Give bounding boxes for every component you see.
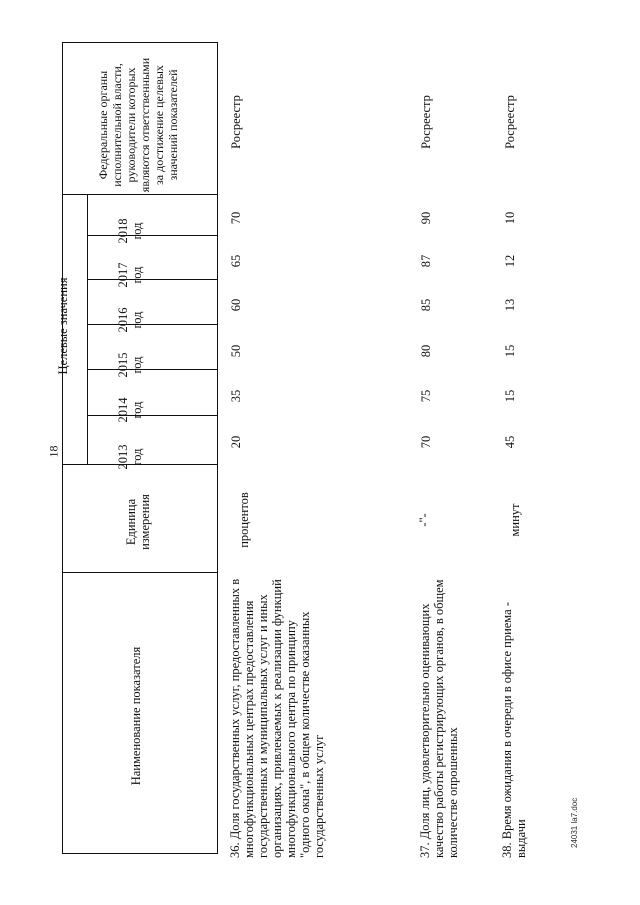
row-38-2014: [503, 381, 523, 411]
header-unit-text: Единица измерения: [123, 494, 152, 550]
table-top-border: [62, 42, 218, 43]
cell-text: 13: [503, 298, 517, 312]
year-label: 2013 год: [115, 444, 144, 470]
header-indicator-text: Наименование показателя: [128, 646, 143, 786]
cell-text: 80: [419, 344, 433, 358]
row-38-2013: [503, 427, 523, 457]
header-divider: [217, 42, 218, 854]
row-36-name: [228, 578, 326, 858]
header-year-2016: [105, 300, 155, 340]
cell-text: Росреестр: [419, 95, 433, 149]
footer-code: 24031 la7.doc: [570, 797, 579, 848]
header-year-2013: [105, 437, 155, 477]
cell-text: 50: [229, 344, 243, 358]
cell-text: 90: [419, 211, 433, 225]
cell-text: 87: [419, 254, 433, 268]
row-36-unit: [237, 475, 257, 565]
sep-indicator-unit: [62, 572, 218, 573]
header-year-2017: [105, 255, 155, 295]
header-unit: [108, 472, 168, 572]
row-36-2016: [229, 290, 249, 320]
row-38-2017: [503, 246, 523, 276]
row-37-name: [418, 578, 460, 858]
row-38-2016: [503, 290, 523, 320]
row-37-responsible: [419, 87, 439, 157]
row-37-unit: [417, 495, 437, 545]
cell-text: 70: [229, 211, 243, 225]
cell-text: 85: [419, 298, 433, 312]
row-36-2013: [229, 427, 249, 457]
row-36-responsible: [229, 87, 249, 157]
cell-text: 15: [503, 344, 517, 358]
row-36-2018: [229, 203, 249, 233]
cell-text: 35: [229, 389, 243, 403]
cell-text: 65: [229, 254, 243, 268]
year-label: 2014 год: [115, 397, 144, 423]
cell-text: 60: [229, 298, 243, 312]
cell-text: 70: [419, 435, 433, 449]
header-responsible-text: Федеральные органы исполнительной власти, руководители которых являются ответственными за достижение целевых значений показателей: [96, 57, 180, 193]
row-name-text: 36. Доля государственных услуг, предоставленных в многофункциональных центрах предоставления государственных и муниципальных услуг и иных организациях, привлекаемых к реализации функций многофункционального центра по принципу "одного окна", в общем количестве оказанных государственных услуг: [228, 578, 326, 858]
cell-text: 20: [229, 435, 243, 449]
cell-text: 75: [419, 389, 433, 403]
cell-text: процентов: [237, 492, 251, 548]
header-indicator: [116, 576, 156, 856]
cell-text: 10: [503, 211, 517, 225]
header-year-2015: [105, 345, 155, 385]
header-year-2014: [105, 390, 155, 430]
cell-text: Росреестр: [503, 95, 517, 149]
header-responsible: [63, 55, 213, 195]
row-38-responsible: [503, 87, 523, 157]
cell-text: -"-: [417, 513, 431, 527]
year-label: 2015 год: [115, 352, 144, 378]
row-37-2018: [419, 203, 439, 233]
row-36-2014: [229, 381, 249, 411]
page-number: 18: [46, 445, 61, 458]
cell-text: 15: [503, 389, 517, 403]
row-38-2015: [503, 336, 523, 366]
cell-text: 12: [503, 254, 517, 268]
header-year-2018: [105, 211, 155, 251]
year-label: 2018 год: [115, 218, 144, 244]
row-38-2018: [503, 203, 523, 233]
row-37-2013: [419, 427, 439, 457]
header-target-group: [56, 196, 76, 456]
row-name-text: 37. Доля лиц, удовлетворительно оценивающих качество работы регистрирующих органов, в общем количестве опрошенных: [418, 579, 460, 858]
row-38-unit: [508, 490, 528, 550]
row-38-name: [500, 578, 528, 858]
cell-text: минут: [508, 503, 522, 537]
cell-text: 45: [503, 435, 517, 449]
row-36-2017: [229, 246, 249, 276]
row-36-2015: [229, 336, 249, 366]
year-label: 2017 год: [115, 262, 144, 288]
year-label: 2016 год: [115, 307, 144, 333]
row-37-2017: [419, 246, 439, 276]
row-name-text: 38. Время ожидания в очереди в офисе приема - выдачи: [500, 602, 528, 858]
cell-text: Росреестр: [229, 95, 243, 149]
header-target-group-text: Целевые значения: [56, 277, 70, 375]
row-37-2016: [419, 290, 439, 320]
row-37-2015: [419, 336, 439, 366]
row-37-2014: [419, 381, 439, 411]
